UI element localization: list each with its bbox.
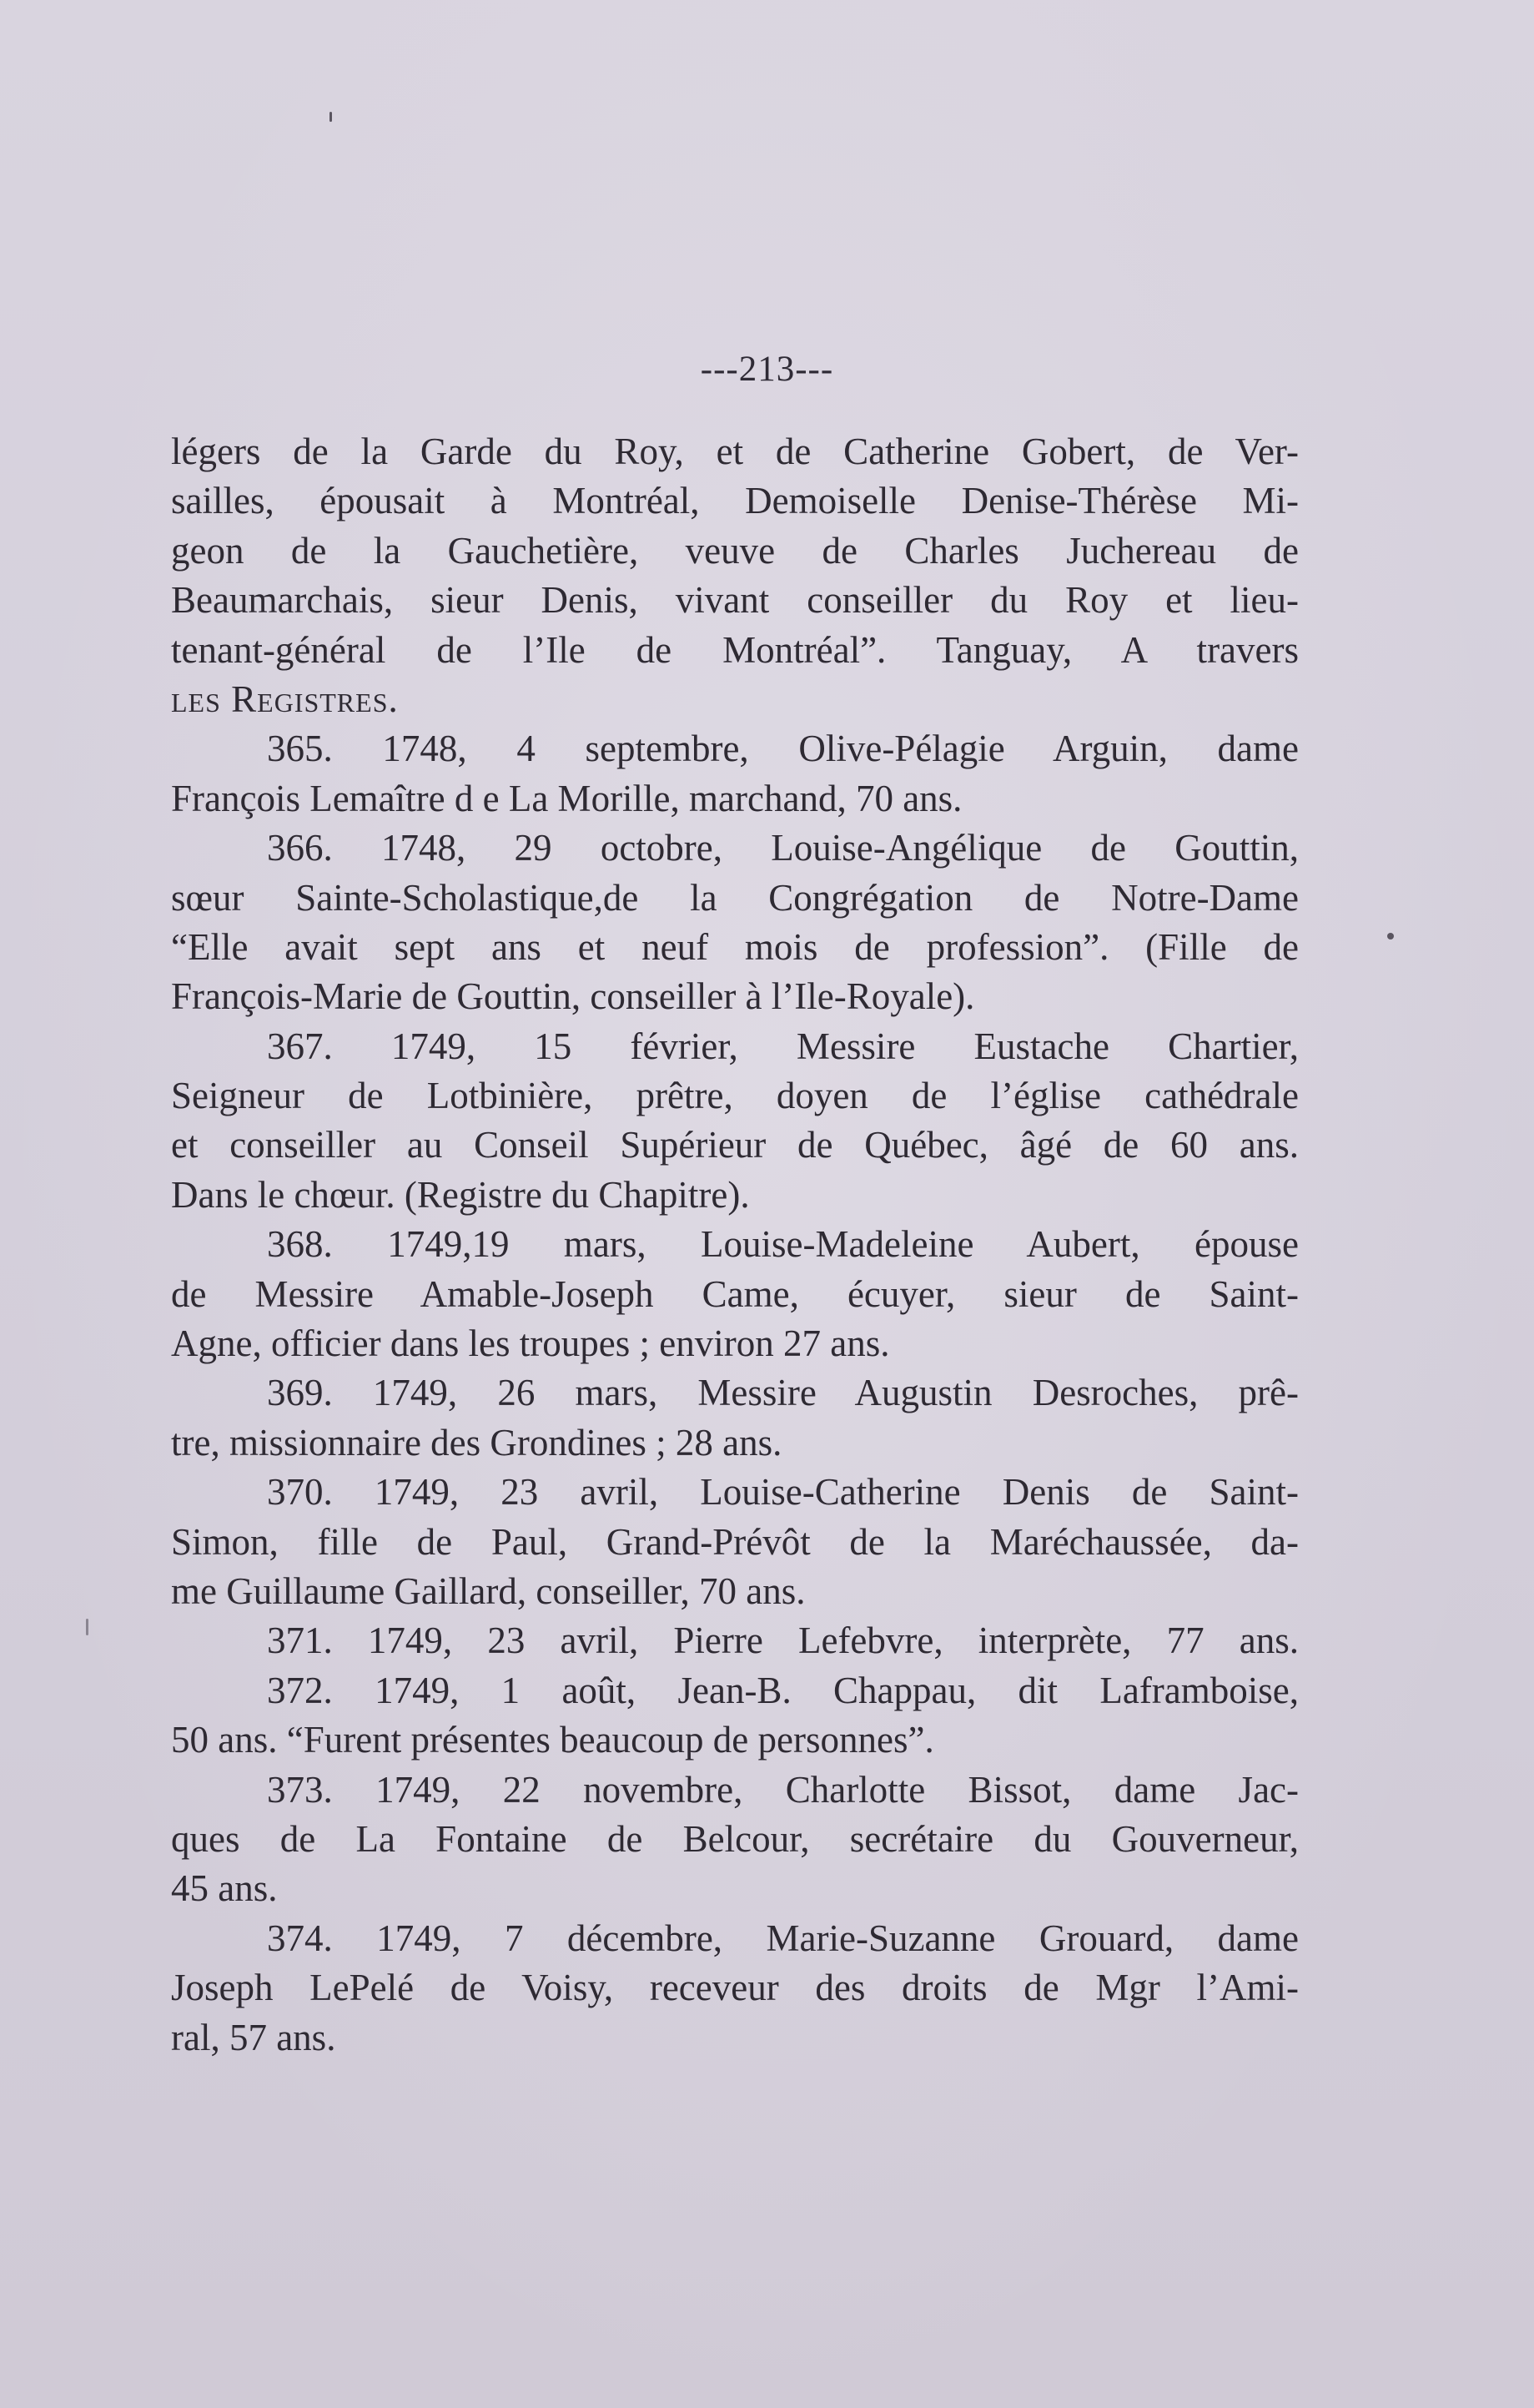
text-line: me Guillaume Gaillard, conseiller, 70 ans. (171, 1569, 806, 1612)
text-line: Beaumarchais, sieur Denis, vivant conseiller du Roy et lieu- (171, 579, 1299, 622)
text-line: geon de la Gauchetière, veuve de Charles Juchereau de (171, 529, 1299, 572)
paper-speck (1387, 933, 1394, 940)
text-line: sœur Sainte-Scholastique,de la Congrégation de Notre-Dame (171, 876, 1299, 919)
text-line: les Registres. (171, 678, 399, 720)
text-line: 366. 1748, 29 octobre, Louise-Angélique de Gouttin, (267, 827, 1299, 869)
text-line: “Elle avait sept ans et neuf mois de profession”. (Fille de (171, 925, 1299, 968)
text-line: ral, 57 ans. (171, 2016, 336, 2058)
page-number: ---213--- (700, 350, 834, 389)
text-line: et conseiller au Conseil Supérieur de Québec, âgé de 60 ans. (171, 1124, 1299, 1166)
text-line: Joseph LePelé de Voisy, receveur des droits de Mgr l’Ami- (171, 1967, 1299, 2009)
text-line: Seigneur de Lotbinière, prêtre, doyen de l’église cathédrale (171, 1075, 1299, 1117)
body-text (171, 427, 1299, 2063)
text-line: François Lemaître d e La Morille, marchand, 70 ans. (171, 777, 963, 819)
text-line: 367. 1749, 15 février, Messire Eustache Chartier, (267, 1025, 1299, 1067)
text-line: 370. 1749, 23 avril, Louise-Catherine Denis de Saint- (267, 1471, 1299, 1514)
text-line: 50 ans. “Furent présentes beaucoup de personnes”. (171, 1719, 934, 1761)
text-line: 368. 1749,19 mars, Louise-Madeleine Aubert, épouse (267, 1223, 1299, 1266)
text-line: 374. 1749, 7 décembre, Marie-Suzanne Grouard, dame (267, 1917, 1299, 1959)
text-line: 373. 1749, 22 novembre, Charlotte Bissot, dame Jac- (267, 1768, 1299, 1811)
text-line: Dans le chœur. (Registre du Chapitre). (171, 1173, 750, 1216)
text-line: François-Marie de Gouttin, conseiller à l’Ile-Royale). (171, 975, 975, 1018)
paper-speck (86, 1619, 88, 1635)
text-line: tenant-général de l’Ile de Montréal”. Tanguay, A travers (171, 628, 1299, 671)
text-line: ques de La Fontaine de Belcour, secrétaire du Gouverneur, (171, 1817, 1299, 1860)
paper-speck (329, 112, 332, 122)
text-line: Simon, fille de Paul, Grand-Prévôt de la Maréchaussée, da- (171, 1520, 1299, 1563)
text-line: tre, missionnaire des Grondines ; 28 ans. (171, 1421, 782, 1463)
text-line: 372. 1749, 1 août, Jean-B. Chappau, dit Laframboise, (267, 1669, 1299, 1711)
text-line: 371. 1749, 23 avril, Pierre Lefebvre, interprète, 77 ans. (267, 1620, 1299, 1662)
text-line: 45 ans. (171, 1867, 278, 1910)
text-line: légers de la Garde du Roy, et de Catherine Gobert, de Ver- (171, 431, 1299, 472)
text-line: de Messire Amable-Joseph Came, écuyer, sieur de Saint- (171, 1272, 1299, 1315)
text-line: 365. 1748, 4 septembre, Olive-Pélagie Arguin, dame (267, 728, 1299, 770)
text-line: Agne, officier dans les troupes ; environ 27 ans. (171, 1322, 890, 1365)
text-line: 369. 1749, 26 mars, Messire Augustin Desroches, prê- (267, 1372, 1299, 1414)
text-line: sailles, épousait à Montréal, Demoiselle Denise-Thérèse Mi- (171, 480, 1299, 522)
